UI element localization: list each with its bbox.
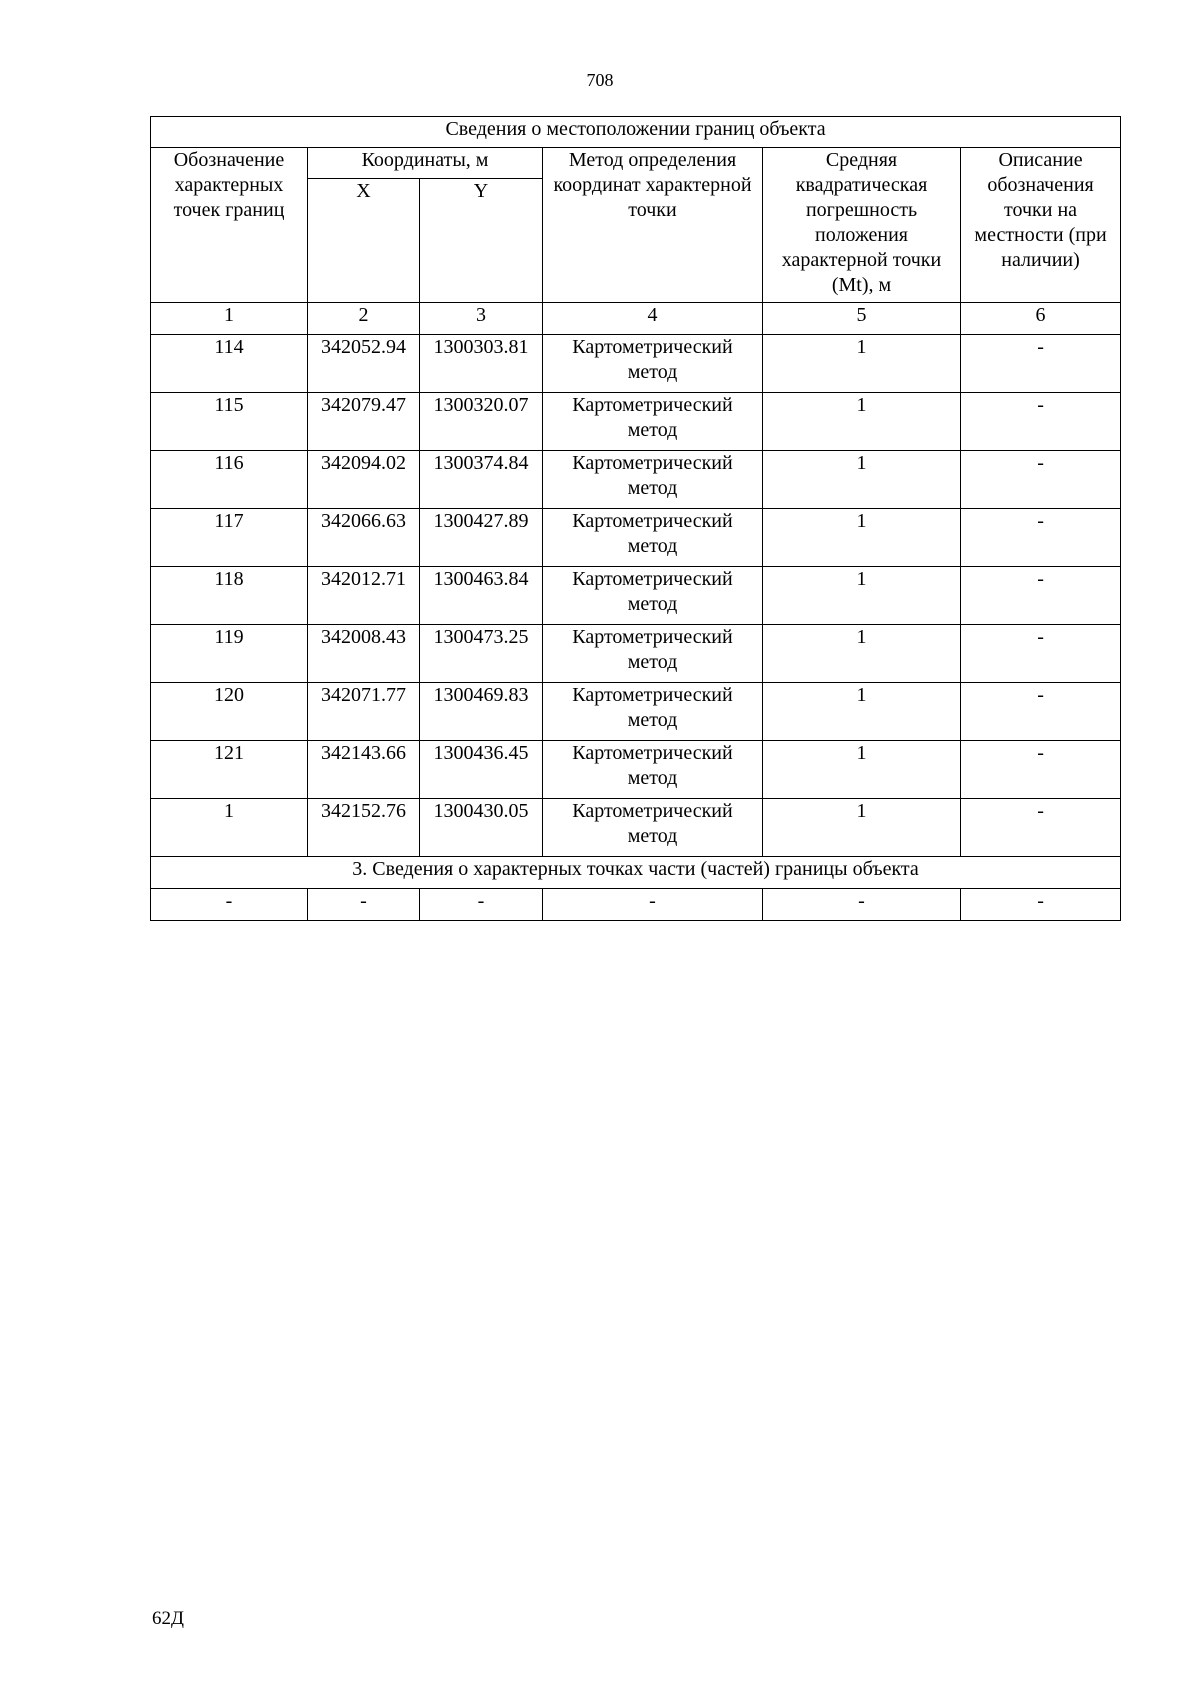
header-point: Обозначение характерных точек границ	[151, 148, 308, 303]
method-cell: Картометрический метод	[543, 509, 763, 567]
y-cell: 1300469.83	[420, 683, 543, 741]
x-cell: 342008.43	[308, 625, 420, 683]
x-cell: 342152.76	[308, 799, 420, 857]
method-cell: Картометрический метод	[543, 393, 763, 451]
header-y: Y	[420, 179, 543, 303]
empty-cell: -	[763, 889, 961, 921]
empty-cell: -	[308, 889, 420, 921]
y-cell: 1300374.84	[420, 451, 543, 509]
table-row	[151, 741, 1121, 799]
header-accuracy: Средняя квадратическая погрешность положения характерной точки (Mt), м	[763, 148, 961, 303]
column-number: 3	[420, 303, 543, 335]
header-method: Метод определения координат характерной точки	[543, 148, 763, 303]
header-coordinates: Координаты, м	[308, 148, 543, 179]
accuracy-cell: 1	[763, 509, 961, 567]
point-cell: 119	[151, 625, 308, 683]
y-cell: 1300430.05	[420, 799, 543, 857]
x-cell: 342066.63	[308, 509, 420, 567]
x-cell: 342143.66	[308, 741, 420, 799]
accuracy-cell: 1	[763, 625, 961, 683]
accuracy-cell: 1	[763, 393, 961, 451]
accuracy-cell: 1	[763, 567, 961, 625]
table-row	[151, 567, 1121, 625]
y-cell: 1300436.45	[420, 741, 543, 799]
header-x: X	[308, 179, 420, 303]
point-cell: 117	[151, 509, 308, 567]
method-cell: Картометрический метод	[543, 741, 763, 799]
section-3-title: 3. Сведения о характерных точках части (частей) границы объекта	[151, 857, 1121, 889]
header-description: Описание обозначения точки на местности (при наличии)	[961, 148, 1121, 303]
accuracy-cell: 1	[763, 741, 961, 799]
description-cell: -	[961, 509, 1121, 567]
method-cell: Картометрический метод	[543, 335, 763, 393]
column-number: 5	[763, 303, 961, 335]
x-cell: 342071.77	[308, 683, 420, 741]
footer-code: 62Д	[152, 1608, 184, 1629]
point-cell: 116	[151, 451, 308, 509]
x-cell: 342079.47	[308, 393, 420, 451]
method-cell: Картометрический метод	[543, 683, 763, 741]
column-number: 4	[543, 303, 763, 335]
point-cell: 121	[151, 741, 308, 799]
description-cell: -	[961, 393, 1121, 451]
column-number: 6	[961, 303, 1121, 335]
description-cell: -	[961, 741, 1121, 799]
point-cell: 118	[151, 567, 308, 625]
page-number: 708	[586, 70, 614, 90]
empty-cell: -	[543, 889, 763, 921]
description-cell: -	[961, 567, 1121, 625]
description-cell: -	[961, 451, 1121, 509]
table-row	[151, 393, 1121, 451]
accuracy-cell: 1	[763, 335, 961, 393]
y-cell: 1300427.89	[420, 509, 543, 567]
table-row	[151, 799, 1121, 857]
accuracy-cell: 1	[763, 799, 961, 857]
point-cell: 120	[151, 683, 308, 741]
method-cell: Картометрический метод	[543, 567, 763, 625]
description-cell: -	[961, 335, 1121, 393]
boundary-coordinates-table	[150, 116, 1121, 921]
method-cell: Картометрический метод	[543, 625, 763, 683]
table-title: Сведения о местоположении границ объекта	[151, 117, 1121, 148]
y-cell: 1300303.81	[420, 335, 543, 393]
column-number: 1	[151, 303, 308, 335]
point-cell: 1	[151, 799, 308, 857]
x-cell: 342012.71	[308, 567, 420, 625]
empty-cell: -	[961, 889, 1121, 921]
description-cell: -	[961, 683, 1121, 741]
y-cell: 1300473.25	[420, 625, 543, 683]
y-cell: 1300320.07	[420, 393, 543, 451]
column-number: 2	[308, 303, 420, 335]
description-cell: -	[961, 799, 1121, 857]
method-cell: Картометрический метод	[543, 451, 763, 509]
table-row	[151, 451, 1121, 509]
point-cell: 115	[151, 393, 308, 451]
empty-cell: -	[151, 889, 308, 921]
empty-cell: -	[420, 889, 543, 921]
x-cell: 342052.94	[308, 335, 420, 393]
y-cell: 1300463.84	[420, 567, 543, 625]
accuracy-cell: 1	[763, 451, 961, 509]
description-cell: -	[961, 625, 1121, 683]
table-row	[151, 509, 1121, 567]
point-cell: 114	[151, 335, 308, 393]
table-row	[151, 335, 1121, 393]
table-row	[151, 625, 1121, 683]
method-cell: Картометрический метод	[543, 799, 763, 857]
table-row	[151, 683, 1121, 741]
accuracy-cell: 1	[763, 683, 961, 741]
x-cell: 342094.02	[308, 451, 420, 509]
